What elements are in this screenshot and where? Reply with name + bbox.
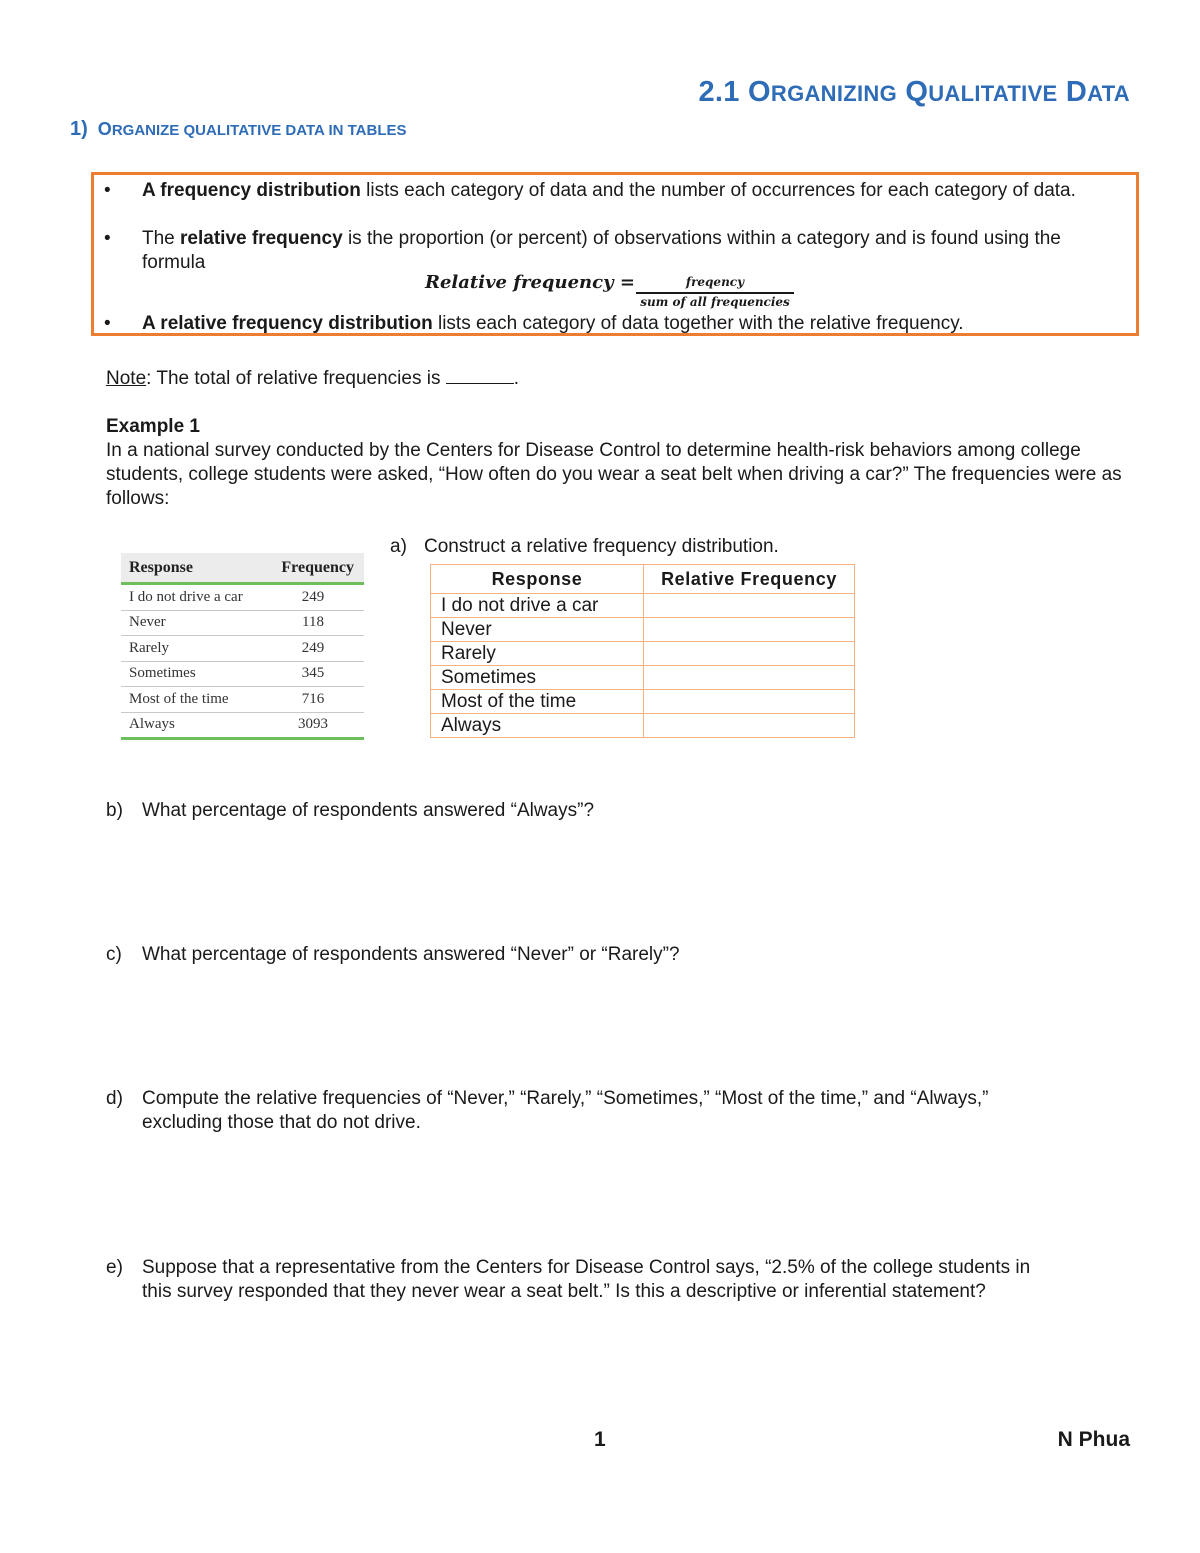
note-blank[interactable] (446, 367, 514, 384)
example-text: In a national survey conducted by the Centers for Disease Control to determine health-risk behaviors among college students, college students were asked, “How often do you wear a seat belt when driving a car?” The frequencies were as follows: (106, 440, 1122, 509)
frequency-table (121, 553, 364, 740)
table-row: Rarely (431, 642, 855, 666)
table-row: Sometimes 345 (121, 661, 364, 687)
table-row: Most of the time 716 (121, 687, 364, 713)
page-title: 2.1 ORGANIZING QUALITATIVE DATA (698, 76, 1130, 108)
question-b: b) What percentage of respondents answered “Always”? (106, 800, 595, 821)
table-row: I do not drive a car 249 (121, 584, 364, 611)
author-name: N Phua (1057, 1428, 1130, 1451)
definition-relative-frequency-distribution: A relative frequency distribution lists each category of data together with the relative frequency. (142, 313, 964, 334)
table-row: Rarely 249 (121, 636, 364, 662)
frequency-table-header-response: Response (121, 553, 264, 584)
definition-frequency-distribution: A frequency distribution lists each category of data and the number of occurrences for each category of data. (142, 180, 1076, 201)
formula-denominator: sum of all frequencies (640, 295, 790, 309)
answer-cell[interactable] (644, 594, 855, 618)
table-row: I do not drive a car (431, 594, 855, 618)
frequency-table-header-frequency: Frequency (264, 553, 364, 584)
formula-fraction-bar (636, 292, 794, 294)
answer-table-header-response: Response (431, 565, 644, 594)
answer-cell[interactable] (644, 642, 855, 666)
bullet-3: • (104, 313, 111, 334)
formula-lhs: Relative frequency = (425, 272, 635, 293)
example-title: Example 1 (106, 416, 200, 437)
relative-frequency-table (430, 564, 855, 738)
table-row: Always 3093 (121, 712, 364, 739)
table-row: Never 118 (121, 610, 364, 636)
question-c: c) What percentage of respondents answered “Never” or “Rarely”? (106, 944, 680, 965)
answer-cell[interactable] (644, 618, 855, 642)
question-d: d) Compute the relative frequencies of “Never,” “Rarely,” “Sometimes,” “Most of the time,” and “Always,” excluding those that do not drive. (106, 1088, 989, 1133)
answer-table-header-relative-frequency: Relative Frequency (644, 565, 855, 594)
definition-relative-frequency: The relative frequency is the proportion (or percent) of observations within a category and is found using the formula (142, 228, 1061, 273)
table-row: Never (431, 618, 855, 642)
answer-cell[interactable] (644, 714, 855, 738)
question-e: e) Suppose that a representative from the Centers for Disease Control says, “2.5% of the college students in this survey responded that they never wear a seat belt.” Is this a descriptive or inferential statement? (106, 1257, 1031, 1302)
page-number: 1 (594, 1428, 606, 1451)
section-heading: 1) ORGANIZE QUALITATIVE DATA IN TABLES (70, 118, 407, 140)
table-row: Sometimes (431, 666, 855, 690)
answer-cell[interactable] (644, 690, 855, 714)
note: Note: The total of relative frequencies is . (106, 368, 520, 389)
bullet-2: • (104, 228, 111, 249)
table-row: Most of the time (431, 690, 855, 714)
answer-cell[interactable] (644, 666, 855, 690)
table-row: Always (431, 714, 855, 738)
question-a: a) Construct a relative frequency distribution. (390, 536, 779, 557)
formula-numerator: freqency (685, 275, 745, 289)
bullet-1: • (104, 180, 111, 201)
